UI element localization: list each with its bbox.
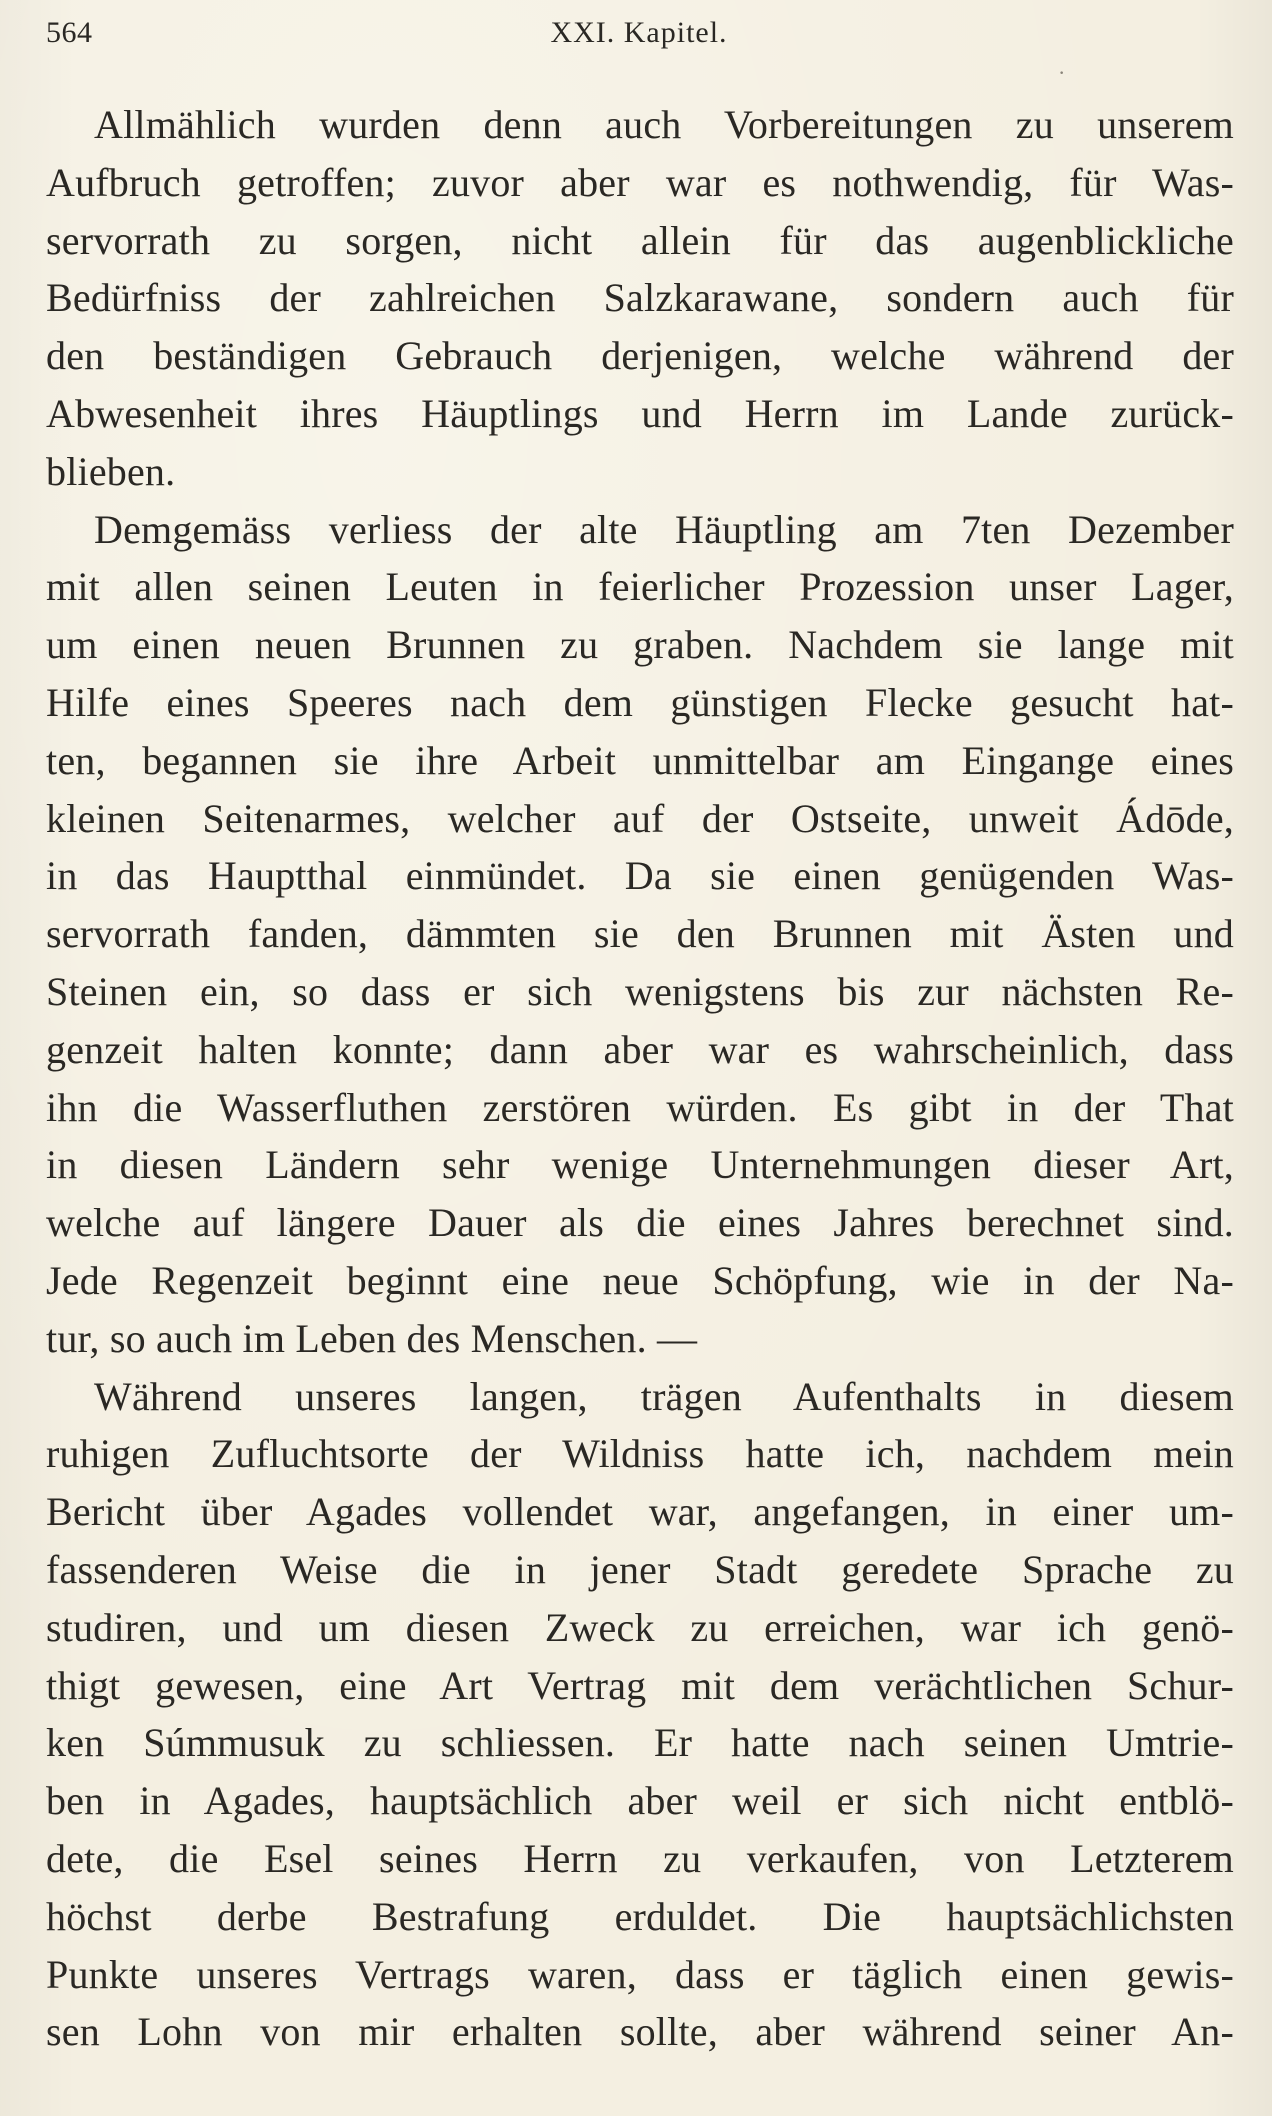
text-line: um einen neuen Brunnen zu graben. Nachdem sie lange mit: [46, 622, 1234, 668]
text-line: ruhigen Zufluchtsorte der Wildniss hatte ich, nachdem mein: [46, 1431, 1234, 1477]
text-line: in das Hauptthal einmündet. Da sie einen genügenden Was-: [46, 853, 1234, 899]
text-line: tur, so auch im Leben des Menschen. —: [46, 1315, 698, 1361]
text-line: fassenderen Weise die in jener Stadt geredete Sprache zu: [46, 1546, 1234, 1592]
text-line: Hilfe eines Speeres nach dem günstigen Flecke gesucht hat-: [46, 679, 1234, 725]
text-line: mit allen seinen Leuten in feierlicher Prozession unser Lager,: [46, 564, 1234, 610]
text-line: Punkte unseres Vertrags waren, dass er täglich einen gewis-: [46, 1951, 1234, 1997]
text-line: dete, die Esel seines Herrn zu verkaufen, von Letzterem: [46, 1835, 1234, 1881]
text-line: thigt gewesen, eine Art Vertrag mit dem verächtlichen Schur-: [46, 1662, 1234, 1708]
text-line: servorrath fanden, dämmten sie den Brunnen mit Ästen und: [46, 911, 1234, 957]
text-line: Aufbruch getroffen; zuvor aber war es nothwendig, für Was-: [46, 159, 1234, 205]
text-line: ben in Agades, hauptsächlich aber weil er sich nicht entblö-: [46, 1778, 1234, 1824]
print-speck: ·: [1058, 60, 1066, 85]
text-line: ten, begannen sie ihre Arbeit unmittelbar am Eingange eines: [46, 737, 1234, 783]
text-line: den beständigen Gebrauch derjenigen, welche während der: [46, 333, 1234, 379]
text-line: Allmählich wurden denn auch Vorbereitungen zu unserem: [94, 102, 1234, 147]
text-line: welche auf längere Dauer als die eines Jahres berechnet sind.: [46, 1200, 1234, 1246]
text-line: Steinen ein, so dass er sich wenigstens bis zur nächsten Re-: [46, 968, 1234, 1014]
text-line: Bericht über Agades vollendet war, angefangen, in einer um-: [46, 1489, 1234, 1535]
text-line: Bedürfniss der zahlreichen Salzkarawane, sondern auch für: [46, 275, 1234, 321]
running-head: [46, 16, 1232, 60]
text-line: sen Lohn von mir erhalten sollte, aber während seiner An-: [46, 2009, 1234, 2055]
text-line: kleinen Seitenarmes, welcher auf der Ostseite, unweit Ádōde,: [46, 795, 1234, 841]
body-text: [46, 96, 1234, 2061]
text-line: blieben.: [46, 448, 176, 494]
text-line: Jede Regenzeit beginnt eine neue Schöpfung, wie in der Na-: [46, 1257, 1234, 1303]
text-line: Demgemäss verliess der alte Häuptling am 7ten Dezember: [94, 506, 1234, 552]
text-line: genzeit halten konnte; dann aber war es wahrscheinlich, dass: [46, 1026, 1234, 1072]
text-line: in diesen Ländern sehr wenige Unternehmungen dieser Art,: [46, 1142, 1234, 1188]
text-line: höchst derbe Bestrafung erduldet. Die hauptsächlichsten: [46, 1893, 1234, 1939]
text-line: ihn die Wasserfluthen zerstören würden. Es gibt in der That: [46, 1084, 1234, 1130]
text-line: ken Súmmusuk zu schliessen. Er hatte nach seinen Umtrie-: [46, 1720, 1234, 1766]
page-number: 564: [46, 16, 93, 49]
text-line: Während unseres langen, trägen Aufenthalts in diesem: [94, 1373, 1234, 1419]
text-line: Abwesenheit ihres Häuptlings und Herrn im Lande zurück-: [46, 390, 1234, 436]
chapter-title: XXI. Kapitel.: [550, 16, 728, 49]
text-line: servorrath zu sorgen, nicht allein für das augenblickliche: [46, 217, 1234, 263]
text-line: studiren, und um diesen Zweck zu erreichen, war ich genö-: [46, 1604, 1234, 1650]
